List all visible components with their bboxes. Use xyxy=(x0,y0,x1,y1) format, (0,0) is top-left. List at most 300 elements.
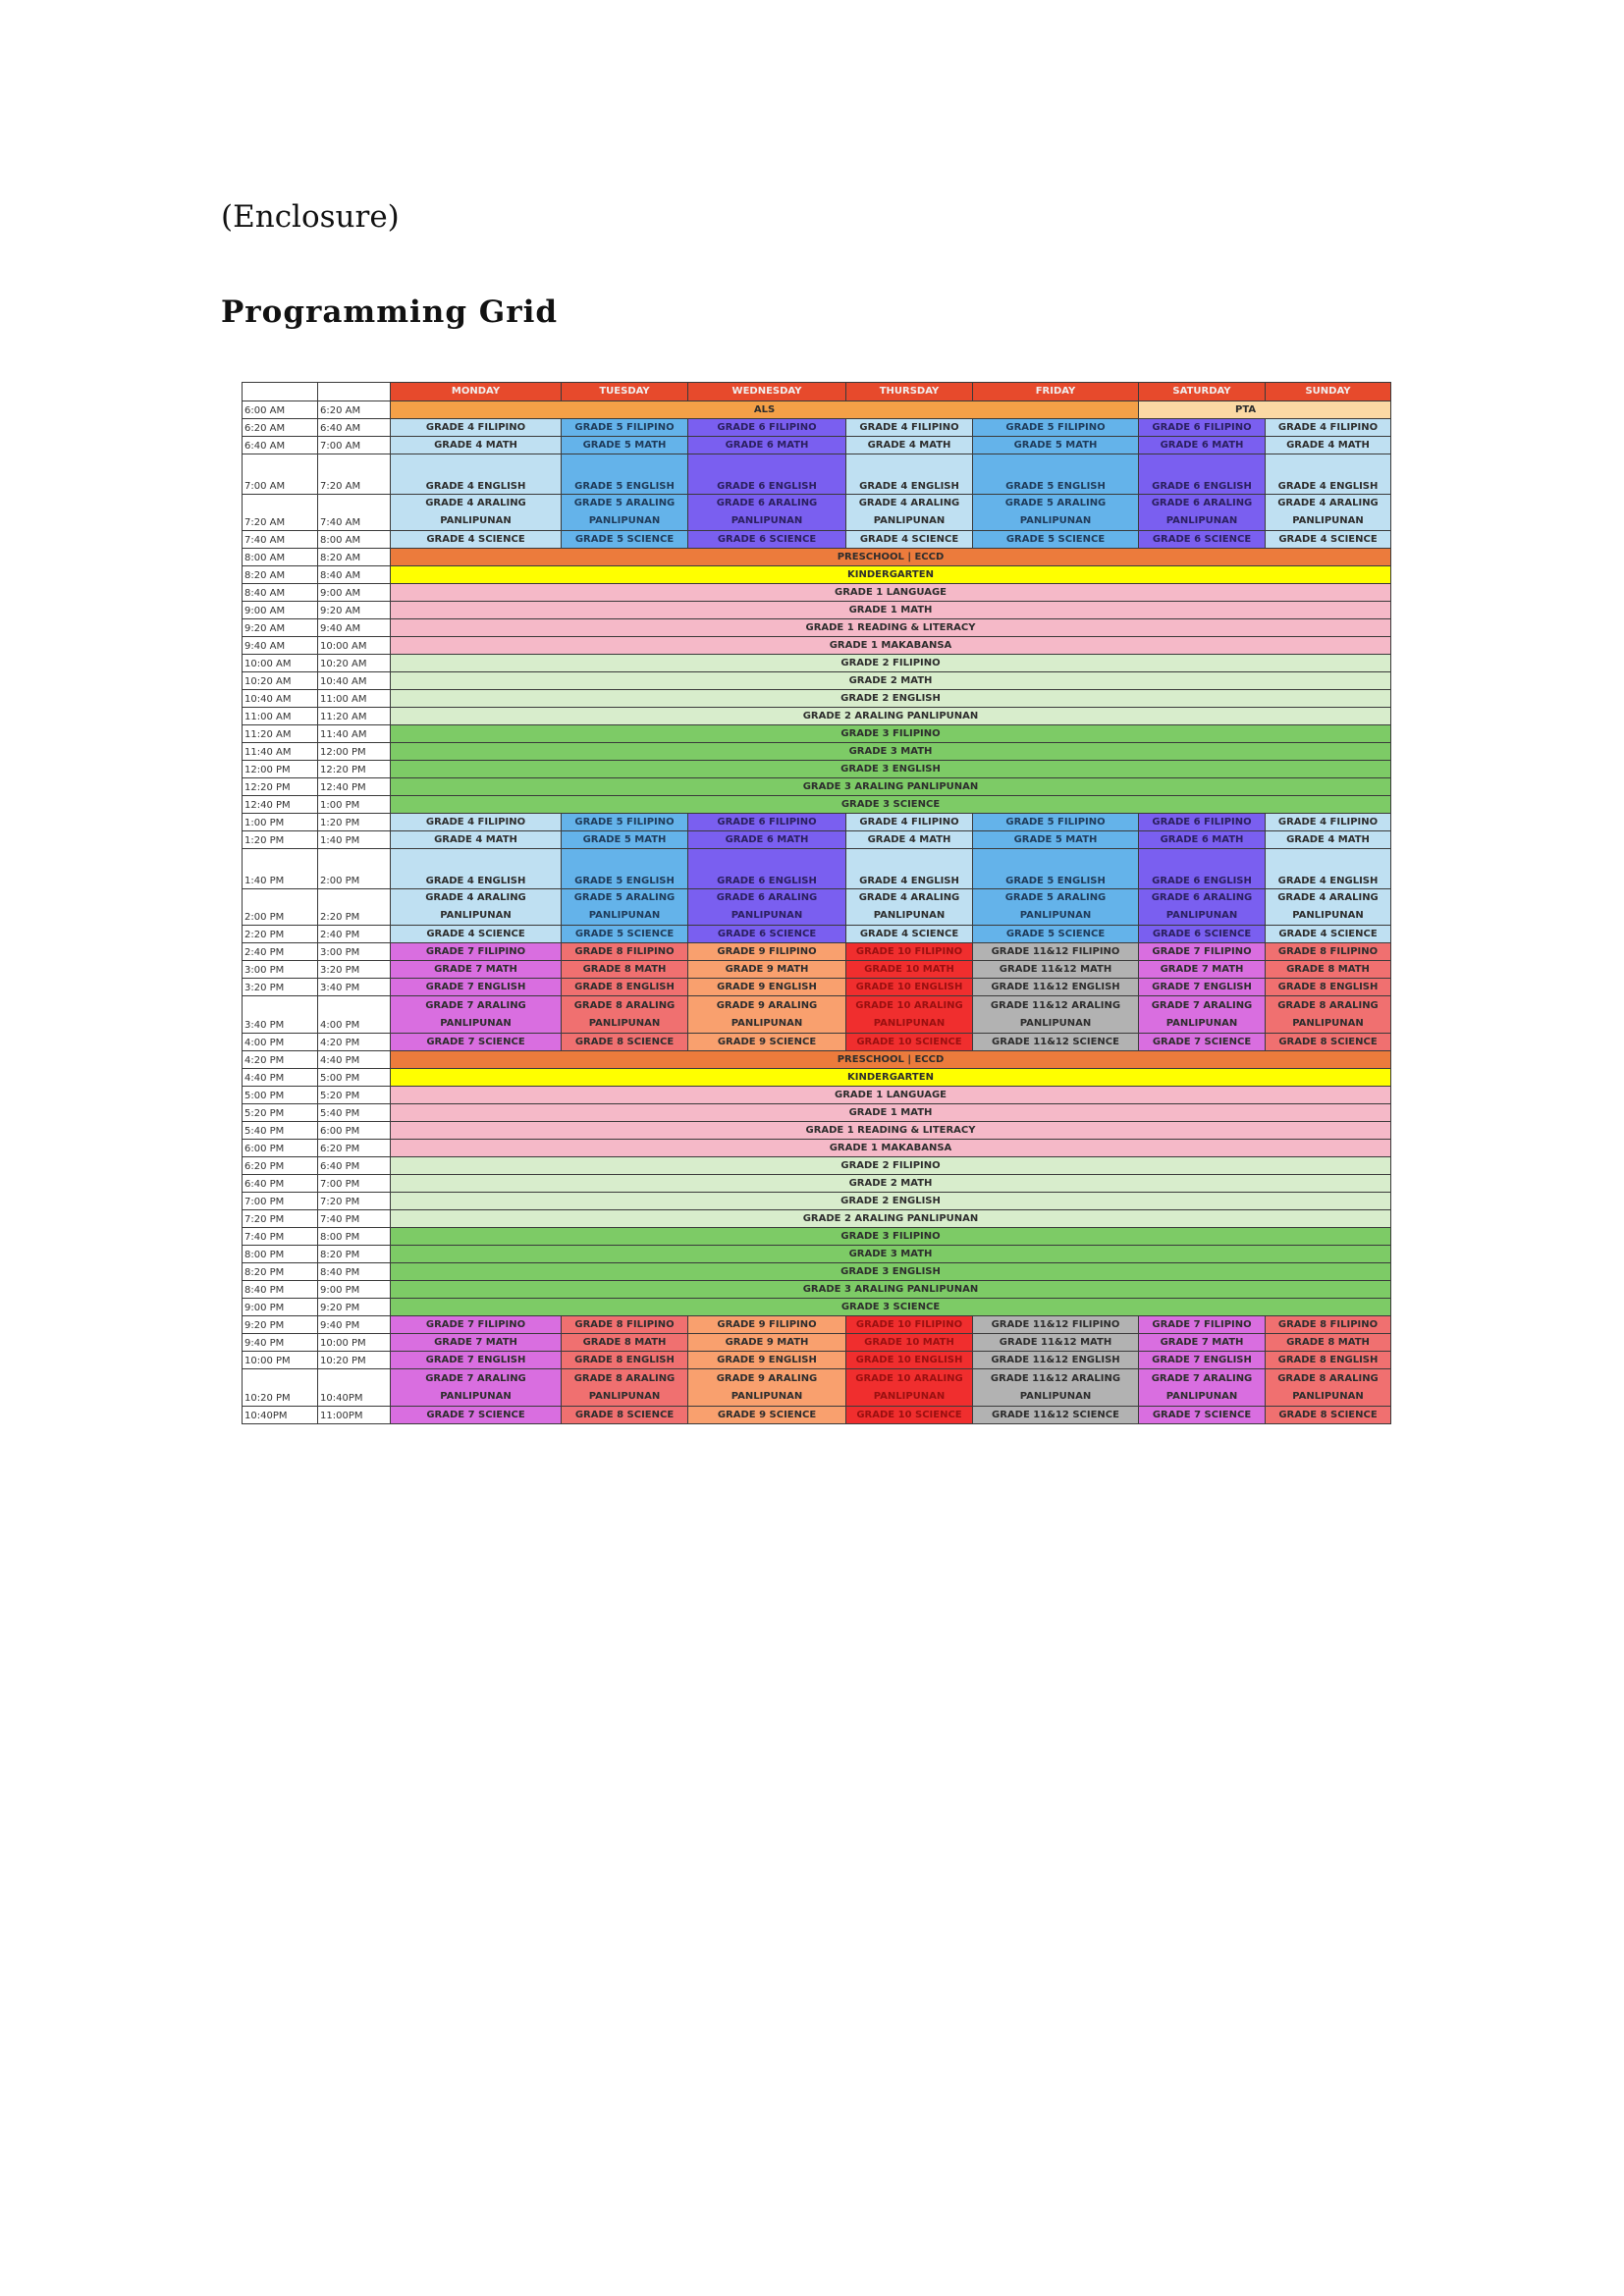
end-time: 9:00 PM xyxy=(318,1281,391,1299)
end-time: 4:00 PM xyxy=(318,996,391,1034)
end-time: 12:00 PM xyxy=(318,743,391,761)
subject-cell: GRADE 4 MATH xyxy=(1266,831,1391,849)
subject-cell: GRADE 4 ENGLISH xyxy=(846,849,973,889)
schedule-row xyxy=(243,943,1391,961)
program-block: GRADE 3 ENGLISH xyxy=(391,761,1391,778)
program-block: GRADE 2 ENGLISH xyxy=(391,1193,1391,1210)
end-time: 10:40PM xyxy=(318,1369,391,1407)
subject-cell: GRADE 11&12 FILIPINO xyxy=(973,1316,1139,1334)
end-time: 4:20 PM xyxy=(318,1034,391,1051)
start-time: 12:20 PM xyxy=(243,778,318,796)
program-block: GRADE 3 FILIPINO xyxy=(391,1228,1391,1246)
subject-cell: GRADE 8 ARALING PANLIPUNAN xyxy=(562,996,688,1034)
end-time: 10:00 AM xyxy=(318,637,391,655)
subject-cell: GRADE 4 SCIENCE xyxy=(391,926,562,943)
start-time: 9:40 PM xyxy=(243,1334,318,1352)
subject-cell: GRADE 10 ENGLISH xyxy=(846,979,973,996)
subject-cell: GRADE 4 MATH xyxy=(846,831,973,849)
subject-cell: GRADE 9 ARALING PANLIPUNAN xyxy=(688,1369,846,1407)
program-block: GRADE 3 ARALING PANLIPUNAN xyxy=(391,778,1391,796)
program-block: GRADE 3 FILIPINO xyxy=(391,725,1391,743)
subject-cell: GRADE 4 MATH xyxy=(391,831,562,849)
subject-cell: GRADE 9 ENGLISH xyxy=(688,979,846,996)
schedule-row xyxy=(243,1157,1391,1175)
day-header: FRIDAY xyxy=(973,383,1139,401)
subject-cell: GRADE 11&12 ENGLISH xyxy=(973,979,1139,996)
end-time: 10:20 AM xyxy=(318,655,391,672)
program-block: GRADE 3 ARALING PANLIPUNAN xyxy=(391,1281,1391,1299)
end-time: 8:40 PM xyxy=(318,1263,391,1281)
schedule-row xyxy=(243,926,1391,943)
subject-cell: GRADE 8 ARALING PANLIPUNAN xyxy=(1266,1369,1391,1407)
subject-cell: GRADE 8 MATH xyxy=(1266,961,1391,979)
subject-cell: GRADE 4 MATH xyxy=(1266,437,1391,454)
end-time: 3:20 PM xyxy=(318,961,391,979)
subject-cell: GRADE 5 MATH xyxy=(973,437,1139,454)
blank-header-cell xyxy=(318,383,391,401)
subject-cell: GRADE 7 ARALING PANLIPUNAN xyxy=(391,996,562,1034)
start-time: 7:40 AM xyxy=(243,531,318,549)
subject-cell: GRADE 6 MATH xyxy=(688,437,846,454)
end-time: 8:00 PM xyxy=(318,1228,391,1246)
end-time: 7:00 PM xyxy=(318,1175,391,1193)
start-time: 10:40 AM xyxy=(243,690,318,708)
subject-cell: GRADE 9 ARALING PANLIPUNAN xyxy=(688,996,846,1034)
start-time: 10:40PM xyxy=(243,1407,318,1424)
start-time: 8:20 PM xyxy=(243,1263,318,1281)
end-time: 9:20 PM xyxy=(318,1299,391,1316)
schedule-row xyxy=(243,531,1391,549)
schedule-row xyxy=(243,655,1391,672)
subject-cell: GRADE 8 ARALING PANLIPUNAN xyxy=(1266,996,1391,1034)
subject-cell: GRADE 10 ARALING PANLIPUNAN xyxy=(846,996,973,1034)
blank-header-cell xyxy=(243,383,318,401)
end-time: 5:20 PM xyxy=(318,1087,391,1104)
start-time: 7:00 AM xyxy=(243,454,318,495)
program-block: KINDERGARTEN xyxy=(391,566,1391,584)
day-header: WEDNESDAY xyxy=(688,383,846,401)
subject-cell: GRADE 5 MATH xyxy=(562,831,688,849)
subject-cell: GRADE 8 FILIPINO xyxy=(562,943,688,961)
subject-cell: GRADE 4 MATH xyxy=(391,437,562,454)
subject-cell: GRADE 8 ENGLISH xyxy=(1266,1352,1391,1369)
schedule-row xyxy=(243,1051,1391,1069)
start-time: 3:00 PM xyxy=(243,961,318,979)
subject-cell: GRADE 11&12 MATH xyxy=(973,1334,1139,1352)
subject-cell: GRADE 4 SCIENCE xyxy=(1266,531,1391,549)
subject-cell: GRADE 7 SCIENCE xyxy=(391,1407,562,1424)
subject-cell: GRADE 9 FILIPINO xyxy=(688,943,846,961)
subject-cell: GRADE 7 ENGLISH xyxy=(1139,1352,1266,1369)
subject-cell: GRADE 9 MATH xyxy=(688,1334,846,1352)
subject-cell: GRADE 9 SCIENCE xyxy=(688,1034,846,1051)
program-block: GRADE 2 MATH xyxy=(391,1175,1391,1193)
start-time: 8:00 PM xyxy=(243,1246,318,1263)
subject-cell: GRADE 9 MATH xyxy=(688,961,846,979)
end-time: 7:20 AM xyxy=(318,454,391,495)
program-block: GRADE 2 ARALING PANLIPUNAN xyxy=(391,708,1391,725)
subject-cell: GRADE 7 ARALING PANLIPUNAN xyxy=(1139,996,1266,1034)
program-block: GRADE 3 MATH xyxy=(391,1246,1391,1263)
subject-cell: GRADE 8 ENGLISH xyxy=(562,979,688,996)
subject-cell: GRADE 10 SCIENCE xyxy=(846,1034,973,1051)
subject-cell: GRADE 10 ENGLISH xyxy=(846,1352,973,1369)
schedule-row xyxy=(243,1281,1391,1299)
day-header: TUESDAY xyxy=(562,383,688,401)
pta-block: PTA xyxy=(1139,401,1391,419)
program-block: GRADE 3 ENGLISH xyxy=(391,1263,1391,1281)
start-time: 5:40 PM xyxy=(243,1122,318,1140)
program-block: GRADE 3 MATH xyxy=(391,743,1391,761)
schedule-row xyxy=(243,619,1391,637)
enclosure-label: (Enclosure) xyxy=(221,199,400,235)
subject-cell: GRADE 10 ARALING PANLIPUNAN xyxy=(846,1369,973,1407)
subject-cell: GRADE 7 MATH xyxy=(391,1334,562,1352)
schedule-row xyxy=(243,708,1391,725)
schedule-row xyxy=(243,602,1391,619)
subject-cell: GRADE 6 FILIPINO xyxy=(688,419,846,437)
subject-cell: GRADE 6 SCIENCE xyxy=(1139,926,1266,943)
subject-cell: GRADE 5 ARALING PANLIPUNAN xyxy=(973,889,1139,926)
end-time: 11:00 AM xyxy=(318,690,391,708)
end-time: 6:20 AM xyxy=(318,401,391,419)
program-block: PRESCHOOL | ECCD xyxy=(391,549,1391,566)
schedule-row xyxy=(243,401,1391,419)
subject-cell: GRADE 8 ENGLISH xyxy=(1266,979,1391,996)
end-time: 7:20 PM xyxy=(318,1193,391,1210)
subject-cell: GRADE 10 FILIPINO xyxy=(846,943,973,961)
start-time: 9:00 AM xyxy=(243,602,318,619)
end-time: 7:00 AM xyxy=(318,437,391,454)
subject-cell: GRADE 4 MATH xyxy=(846,437,973,454)
end-time: 1:00 PM xyxy=(318,796,391,814)
program-block: GRADE 3 SCIENCE xyxy=(391,796,1391,814)
start-time: 9:40 AM xyxy=(243,637,318,655)
subject-cell: GRADE 8 ENGLISH xyxy=(562,1352,688,1369)
page-title: Programming Grid xyxy=(221,294,559,330)
schedule-row xyxy=(243,1228,1391,1246)
subject-cell: GRADE 4 ENGLISH xyxy=(391,454,562,495)
schedule-row xyxy=(243,1122,1391,1140)
schedule-row xyxy=(243,566,1391,584)
subject-cell: GRADE 7 ARALING PANLIPUNAN xyxy=(391,1369,562,1407)
end-time: 9:00 AM xyxy=(318,584,391,602)
subject-cell: GRADE 11&12 ARALING PANLIPUNAN xyxy=(973,1369,1139,1407)
end-time: 8:00 AM xyxy=(318,531,391,549)
subject-cell: GRADE 5 ENGLISH xyxy=(973,454,1139,495)
end-time: 7:40 PM xyxy=(318,1210,391,1228)
program-block: GRADE 1 LANGUAGE xyxy=(391,1087,1391,1104)
subject-cell: GRADE 9 ENGLISH xyxy=(688,1352,846,1369)
subject-cell: GRADE 10 MATH xyxy=(846,961,973,979)
program-block: GRADE 1 MAKABANSA xyxy=(391,1140,1391,1157)
schedule-row xyxy=(243,1407,1391,1424)
schedule-row xyxy=(243,1369,1391,1407)
end-time: 10:20 PM xyxy=(318,1352,391,1369)
subject-cell: GRADE 4 ARALING PANLIPUNAN xyxy=(1266,889,1391,926)
subject-cell: GRADE 8 SCIENCE xyxy=(562,1034,688,1051)
subject-cell: GRADE 5 MATH xyxy=(562,437,688,454)
start-time: 7:00 PM xyxy=(243,1193,318,1210)
subject-cell: GRADE 6 ARALING PANLIPUNAN xyxy=(688,889,846,926)
end-time: 11:40 AM xyxy=(318,725,391,743)
start-time: 4:00 PM xyxy=(243,1034,318,1051)
program-block: GRADE 1 MAKABANSA xyxy=(391,637,1391,655)
start-time: 6:00 PM xyxy=(243,1140,318,1157)
subject-cell: GRADE 7 SCIENCE xyxy=(391,1034,562,1051)
day-header: MONDAY xyxy=(391,383,562,401)
subject-cell: GRADE 5 FILIPINO xyxy=(562,419,688,437)
program-block: GRADE 1 LANGUAGE xyxy=(391,584,1391,602)
program-block: GRADE 1 MATH xyxy=(391,602,1391,619)
start-time: 8:20 AM xyxy=(243,566,318,584)
subject-cell: GRADE 4 FILIPINO xyxy=(1266,419,1391,437)
subject-cell: GRADE 5 ENGLISH xyxy=(562,454,688,495)
day-header-row xyxy=(243,383,1391,401)
program-block: GRADE 1 READING & LITERACY xyxy=(391,1122,1391,1140)
schedule-row xyxy=(243,996,1391,1034)
program-block: GRADE 2 FILIPINO xyxy=(391,1157,1391,1175)
subject-cell: GRADE 8 SCIENCE xyxy=(1266,1034,1391,1051)
schedule-row xyxy=(243,725,1391,743)
end-time: 2:00 PM xyxy=(318,849,391,889)
start-time: 6:00 AM xyxy=(243,401,318,419)
end-time: 1:20 PM xyxy=(318,814,391,831)
subject-cell: GRADE 6 ARALING PANLIPUNAN xyxy=(688,495,846,531)
end-time: 3:40 PM xyxy=(318,979,391,996)
subject-cell: GRADE 10 MATH xyxy=(846,1334,973,1352)
program-block: GRADE 2 MATH xyxy=(391,672,1391,690)
schedule-row xyxy=(243,1263,1391,1281)
subject-cell: GRADE 4 ARALING PANLIPUNAN xyxy=(1266,495,1391,531)
subject-cell: GRADE 8 SCIENCE xyxy=(562,1407,688,1424)
start-time: 12:40 PM xyxy=(243,796,318,814)
program-block: GRADE 3 SCIENCE xyxy=(391,1299,1391,1316)
subject-cell: GRADE 7 SCIENCE xyxy=(1139,1034,1266,1051)
schedule-row xyxy=(243,761,1391,778)
subject-cell: GRADE 5 ARALING PANLIPUNAN xyxy=(562,495,688,531)
subject-cell: GRADE 7 FILIPINO xyxy=(391,943,562,961)
start-time: 11:40 AM xyxy=(243,743,318,761)
start-time: 11:00 AM xyxy=(243,708,318,725)
schedule-row xyxy=(243,814,1391,831)
start-time: 4:40 PM xyxy=(243,1069,318,1087)
start-time: 5:00 PM xyxy=(243,1087,318,1104)
subject-cell: GRADE 4 SCIENCE xyxy=(846,926,973,943)
schedule-row xyxy=(243,1175,1391,1193)
schedule-row xyxy=(243,1352,1391,1369)
start-time: 2:20 PM xyxy=(243,926,318,943)
program-block: PRESCHOOL | ECCD xyxy=(391,1051,1391,1069)
subject-cell: GRADE 5 SCIENCE xyxy=(973,926,1139,943)
start-time: 1:40 PM xyxy=(243,849,318,889)
end-time: 9:40 AM xyxy=(318,619,391,637)
subject-cell: GRADE 11&12 ENGLISH xyxy=(973,1352,1139,1369)
subject-cell: GRADE 10 SCIENCE xyxy=(846,1407,973,1424)
subject-cell: GRADE 8 MATH xyxy=(562,1334,688,1352)
end-time: 6:20 PM xyxy=(318,1140,391,1157)
subject-cell: GRADE 10 FILIPINO xyxy=(846,1316,973,1334)
end-time: 4:40 PM xyxy=(318,1051,391,1069)
subject-cell: GRADE 8 MATH xyxy=(562,961,688,979)
program-block: GRADE 2 ARALING PANLIPUNAN xyxy=(391,1210,1391,1228)
subject-cell: GRADE 7 SCIENCE xyxy=(1139,1407,1266,1424)
subject-cell: GRADE 4 ARALING PANLIPUNAN xyxy=(391,889,562,926)
subject-cell: GRADE 7 ENGLISH xyxy=(391,979,562,996)
subject-cell: GRADE 5 ARALING PANLIPUNAN xyxy=(562,889,688,926)
schedule-row xyxy=(243,672,1391,690)
subject-cell: GRADE 8 FILIPINO xyxy=(562,1316,688,1334)
start-time: 2:40 PM xyxy=(243,943,318,961)
start-time: 3:20 PM xyxy=(243,979,318,996)
schedule-row xyxy=(243,778,1391,796)
subject-cell: GRADE 6 MATH xyxy=(1139,831,1266,849)
subject-cell: GRADE 6 ENGLISH xyxy=(1139,849,1266,889)
subject-cell: GRADE 6 FILIPINO xyxy=(1139,814,1266,831)
start-time: 6:40 PM xyxy=(243,1175,318,1193)
subject-cell: GRADE 5 FILIPINO xyxy=(973,419,1139,437)
schedule-row xyxy=(243,979,1391,996)
subject-cell: GRADE 5 ARALING PANLIPUNAN xyxy=(973,495,1139,531)
subject-cell: GRADE 4 ENGLISH xyxy=(846,454,973,495)
programming-grid-table xyxy=(242,382,1391,1424)
start-time: 10:00 AM xyxy=(243,655,318,672)
subject-cell: GRADE 9 FILIPINO xyxy=(688,1316,846,1334)
end-time: 2:20 PM xyxy=(318,889,391,926)
start-time: 2:00 PM xyxy=(243,889,318,926)
start-time: 7:20 PM xyxy=(243,1210,318,1228)
day-header: THURSDAY xyxy=(846,383,973,401)
start-time: 5:20 PM xyxy=(243,1104,318,1122)
end-time: 11:20 AM xyxy=(318,708,391,725)
end-time: 9:20 AM xyxy=(318,602,391,619)
start-time: 6:20 AM xyxy=(243,419,318,437)
subject-cell: GRADE 11&12 SCIENCE xyxy=(973,1407,1139,1424)
subject-cell: GRADE 6 FILIPINO xyxy=(688,814,846,831)
program-block: GRADE 2 FILIPINO xyxy=(391,655,1391,672)
subject-cell: GRADE 6 SCIENCE xyxy=(688,926,846,943)
subject-cell: GRADE 4 SCIENCE xyxy=(1266,926,1391,943)
end-time: 6:00 PM xyxy=(318,1122,391,1140)
start-time: 6:20 PM xyxy=(243,1157,318,1175)
schedule-row xyxy=(243,1299,1391,1316)
program-block: KINDERGARTEN xyxy=(391,1069,1391,1087)
schedule-row xyxy=(243,637,1391,655)
schedule-row xyxy=(243,1069,1391,1087)
subject-cell: GRADE 7 ENGLISH xyxy=(391,1352,562,1369)
subject-cell: GRADE 7 MATH xyxy=(391,961,562,979)
subject-cell: GRADE 6 ENGLISH xyxy=(688,454,846,495)
schedule-row xyxy=(243,1193,1391,1210)
schedule-row xyxy=(243,1334,1391,1352)
end-time: 9:40 PM xyxy=(318,1316,391,1334)
end-time: 5:00 PM xyxy=(318,1069,391,1087)
schedule-row xyxy=(243,549,1391,566)
end-time: 10:00 PM xyxy=(318,1334,391,1352)
start-time: 4:20 PM xyxy=(243,1051,318,1069)
day-header: SUNDAY xyxy=(1266,383,1391,401)
subject-cell: GRADE 6 ENGLISH xyxy=(1139,454,1266,495)
subject-cell: GRADE 4 FILIPINO xyxy=(391,419,562,437)
start-time: 12:00 PM xyxy=(243,761,318,778)
start-time: 1:00 PM xyxy=(243,814,318,831)
program-block: GRADE 1 MATH xyxy=(391,1104,1391,1122)
end-time: 3:00 PM xyxy=(318,943,391,961)
day-header: SATURDAY xyxy=(1139,383,1266,401)
subject-cell: GRADE 8 MATH xyxy=(1266,1334,1391,1352)
schedule-row xyxy=(243,1087,1391,1104)
end-time: 10:40 AM xyxy=(318,672,391,690)
end-time: 6:40 AM xyxy=(318,419,391,437)
start-time: 7:20 AM xyxy=(243,495,318,531)
grid-body xyxy=(243,383,1391,1424)
subject-cell: GRADE 11&12 MATH xyxy=(973,961,1139,979)
subject-cell: GRADE 4 SCIENCE xyxy=(846,531,973,549)
subject-cell: GRADE 7 FILIPINO xyxy=(1139,1316,1266,1334)
subject-cell: GRADE 4 FILIPINO xyxy=(391,814,562,831)
als-block: ALS xyxy=(391,401,1139,419)
schedule-row xyxy=(243,690,1391,708)
subject-cell: GRADE 11&12 SCIENCE xyxy=(973,1034,1139,1051)
end-time: 8:40 AM xyxy=(318,566,391,584)
start-time: 10:00 PM xyxy=(243,1352,318,1369)
schedule-row xyxy=(243,495,1391,531)
end-time: 12:20 PM xyxy=(318,761,391,778)
subject-cell: GRADE 5 SCIENCE xyxy=(562,531,688,549)
subject-cell: GRADE 4 ENGLISH xyxy=(391,849,562,889)
schedule-row xyxy=(243,584,1391,602)
schedule-row xyxy=(243,419,1391,437)
start-time: 8:40 AM xyxy=(243,584,318,602)
subject-cell: GRADE 8 ARALING PANLIPUNAN xyxy=(562,1369,688,1407)
schedule-row xyxy=(243,796,1391,814)
start-time: 6:40 AM xyxy=(243,437,318,454)
subject-cell: GRADE 7 FILIPINO xyxy=(391,1316,562,1334)
subject-cell: GRADE 9 SCIENCE xyxy=(688,1407,846,1424)
end-time: 7:40 AM xyxy=(318,495,391,531)
subject-cell: GRADE 4 SCIENCE xyxy=(391,531,562,549)
end-time: 11:00PM xyxy=(318,1407,391,1424)
subject-cell: GRADE 5 SCIENCE xyxy=(562,926,688,943)
subject-cell: GRADE 11&12 FILIPINO xyxy=(973,943,1139,961)
program-block: GRADE 2 ENGLISH xyxy=(391,690,1391,708)
subject-cell: GRADE 5 FILIPINO xyxy=(562,814,688,831)
schedule-row xyxy=(243,1140,1391,1157)
start-time: 10:20 AM xyxy=(243,672,318,690)
subject-cell: GRADE 8 SCIENCE xyxy=(1266,1407,1391,1424)
start-time: 9:20 PM xyxy=(243,1316,318,1334)
subject-cell: GRADE 6 MATH xyxy=(688,831,846,849)
subject-cell: GRADE 5 FILIPINO xyxy=(973,814,1139,831)
start-time: 3:40 PM xyxy=(243,996,318,1034)
subject-cell: GRADE 5 MATH xyxy=(973,831,1139,849)
subject-cell: GRADE 4 ENGLISH xyxy=(1266,849,1391,889)
subject-cell: GRADE 4 ARALING PANLIPUNAN xyxy=(846,495,973,531)
schedule-row xyxy=(243,1316,1391,1334)
schedule-row xyxy=(243,437,1391,454)
subject-cell: GRADE 7 FILIPINO xyxy=(1139,943,1266,961)
subject-cell: GRADE 7 MATH xyxy=(1139,961,1266,979)
schedule-row xyxy=(243,1104,1391,1122)
schedule-row xyxy=(243,1210,1391,1228)
schedule-row xyxy=(243,961,1391,979)
subject-cell: GRADE 6 SCIENCE xyxy=(688,531,846,549)
schedule-row xyxy=(243,1034,1391,1051)
end-time: 5:40 PM xyxy=(318,1104,391,1122)
program-block: GRADE 1 READING & LITERACY xyxy=(391,619,1391,637)
subject-cell: GRADE 4 FILIPINO xyxy=(846,419,973,437)
schedule-row xyxy=(243,889,1391,926)
